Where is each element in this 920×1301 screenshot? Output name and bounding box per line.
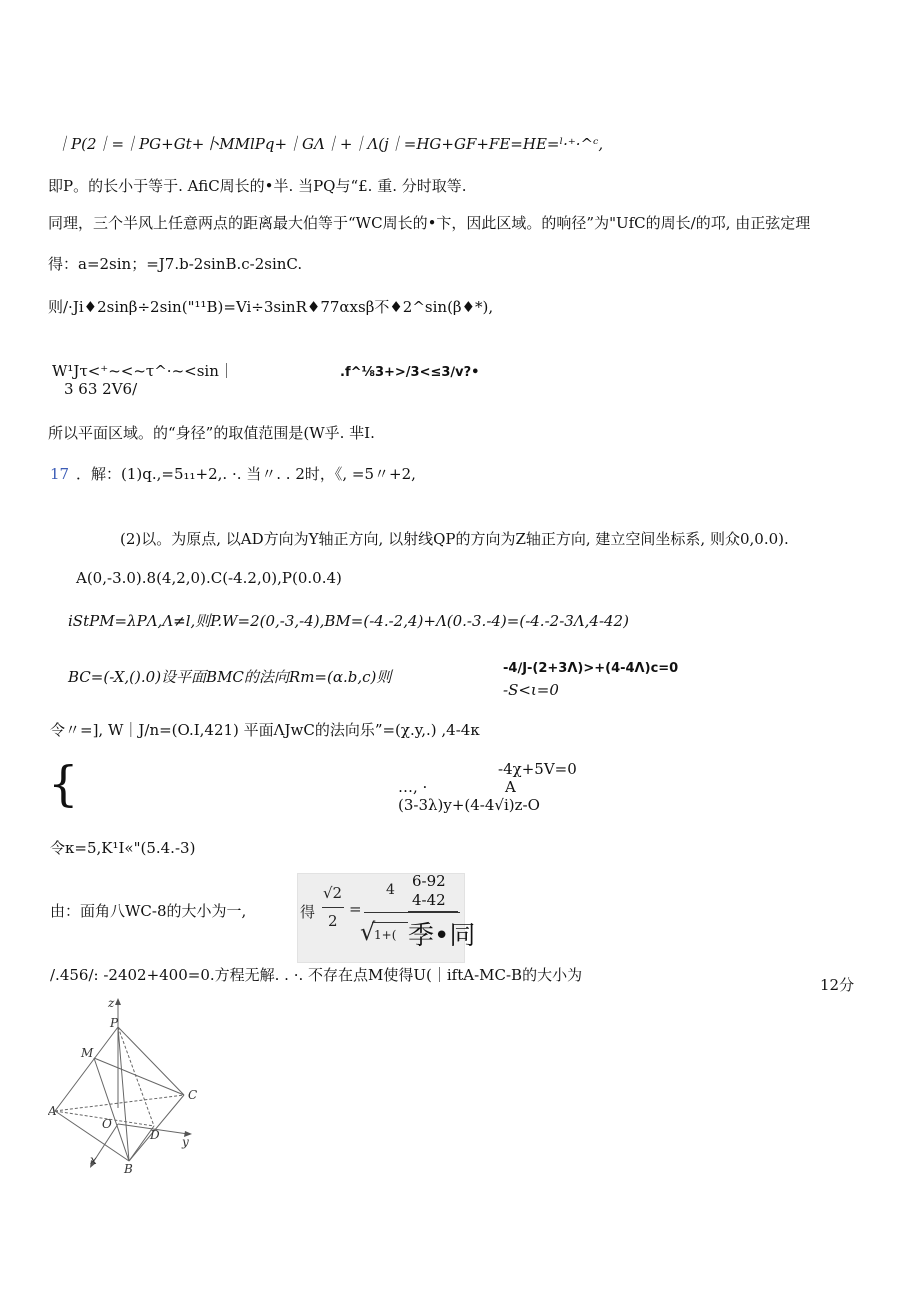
brace-symbol: { (48, 756, 79, 812)
line-12: BC=(-X,().0)设平面BMC的法向Rm=(α.b,c)则 (68, 668, 392, 686)
line-17: /.456/: -2402+400=0.方程无解. . ·. 不存在点M使得U(｜iftA-MC-B的大小为 (50, 966, 583, 984)
label-O: O (102, 1117, 112, 1131)
formula-four: 4 (386, 882, 395, 898)
line-5: 则/·Ji♦2sinβ÷2sin("¹¹B)=Vi÷3sinR♦77αxsβ不♦2^sin(β♦*), (48, 298, 494, 316)
line-6-top: W¹Jτ<⁺~<~τ^·~<sin｜ (52, 362, 234, 380)
line-12-eq-2: -S<ι=0 (503, 681, 559, 699)
line-15: 令κ=5,K¹I«"(5.4.-3) (50, 839, 196, 857)
label-y: y (182, 1135, 189, 1149)
edge-PC (118, 1027, 184, 1095)
edge-AC (55, 1095, 184, 1111)
label-P: P (110, 1016, 119, 1030)
label-x: x (90, 1153, 97, 1167)
formula-sqrt2: √2 (323, 884, 343, 902)
label-A: A (48, 1104, 57, 1118)
formula-num-2: 4-42 (412, 891, 446, 909)
line-2: 即P。的长小于等于. AfiC周长的•半. 当PQ与“£. 重. 分时取等. (48, 177, 467, 195)
formula-num-1: 6-92 (412, 872, 446, 890)
line-12-eq-1: -4∕J-(2+3Λ)>+(4-4Λ)c=0 (503, 661, 679, 676)
line-9: (2)以。为原点, 以AD方向为Y轴正方向, 以射线QP的方向为Z轴正方向, 建立空间坐标系, 则众0,0.0). (120, 530, 789, 548)
formula-de: 得 (300, 903, 316, 921)
edge-PA (55, 1027, 118, 1111)
formula-1plus: 1+( (374, 928, 397, 942)
line-7: 所以平面区域。的“身径”的取值范围是(W乎. 芈I. (48, 424, 375, 442)
score-label: 12分 (820, 976, 855, 994)
label-z: z (108, 998, 115, 1010)
line-8: ．解：(1)q.,=5₁₁+2,. ·. 当〃. . 2时，《, =5〃+2, (76, 465, 416, 483)
pyramid-figure (48, 998, 208, 1173)
z-arrow (115, 998, 121, 1005)
label-C: C (188, 1088, 198, 1102)
edge-PB (118, 1027, 129, 1161)
line-1: ｜P(2｜=｜PG+Gt+卜MMlPq+｜GΛ｜+｜Λ(j｜=HG+GF+FE=HE=ˡ·⁺·^ᶜ, (56, 135, 604, 153)
formula-two: 2 (328, 912, 338, 930)
label-D: D (150, 1128, 160, 1142)
label-M: M (81, 1046, 94, 1060)
edge-MC (94, 1058, 184, 1095)
formula-radical: √ (360, 918, 376, 946)
formula-result: 季•同 (408, 921, 476, 951)
line-14-dots: …, · (398, 778, 428, 796)
line-6-bottom: 3 63 2V6/ (64, 380, 138, 398)
problem-number: 17 (50, 465, 70, 483)
line-16: 由：面角八WC-8的大小为一, (50, 902, 247, 920)
line-6-right: .f^⅛3+>/3<≤3∕v?• (340, 365, 480, 380)
line-4: 得：a=2sin；=J7.b-2sinB.c-2sinC. (48, 255, 303, 273)
line-14-eq-2: (3-3λ)y+(4-4√i)z-O (398, 796, 540, 814)
line-13: 令〃=], W｜J∕n=(O.I,421) 平面ΛJwC的法向乐”=(χ.y,.) ,4-4κ (50, 721, 480, 739)
line-14-eq-1: -4χ+5V=0 (498, 760, 577, 778)
line-10: A(0,-3.0).8(4,2,0).C(-4.2,0),P(0.0.4) (76, 569, 342, 587)
line-3: 同理，三个半风上任意两点的距离最大伯等于“WC周长的•卞，因此区域。的响径”为"UfC的周长/的邛, 由正弦定理 (48, 214, 811, 232)
line-14-a: A (505, 778, 516, 796)
label-B: B (124, 1162, 133, 1173)
line-11: iStPM=λPΛ,Λ≠l,则P.W=2(0,-3,-4),BM=(-4.-2,4)+Λ(0.-3.-4)=(-4.-2-3Λ,4-42) (68, 612, 629, 630)
formula-equals: = (349, 900, 362, 918)
edge-PD (118, 1027, 154, 1126)
edge-MB (94, 1058, 129, 1161)
